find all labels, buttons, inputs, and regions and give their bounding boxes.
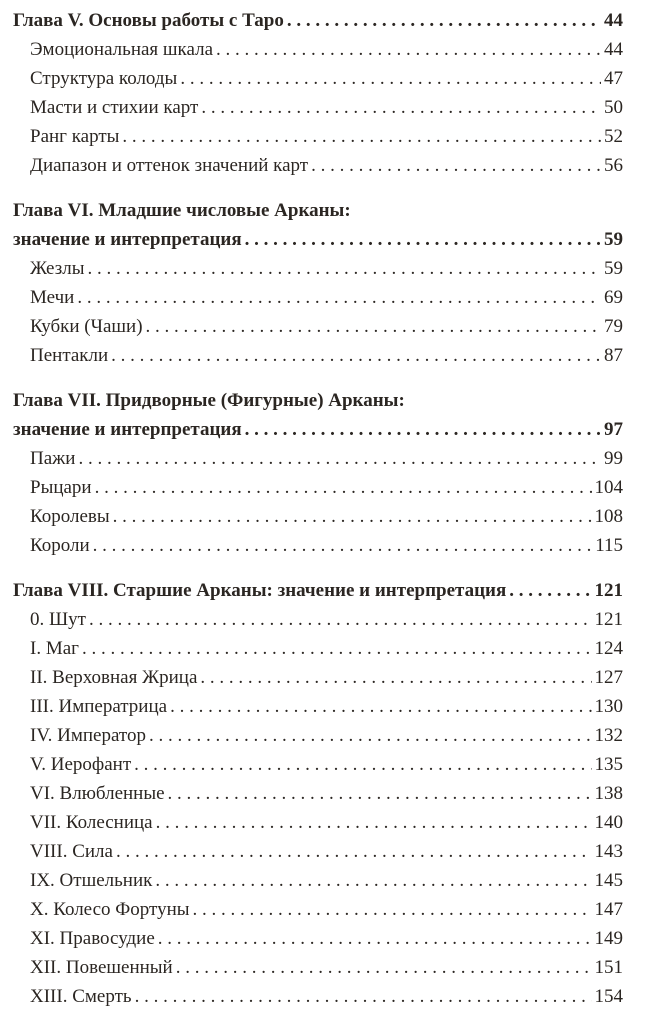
item-title: Рыцари: [30, 477, 92, 498]
item-title: I. Маг: [30, 638, 79, 659]
page-number: 115: [595, 535, 623, 556]
chapter-title: Глава VI. Младшие числовые Арканы:: [13, 200, 351, 221]
toc-item[interactable]: [13, 502, 623, 531]
item-title: Мечи: [30, 287, 75, 308]
toc-item[interactable]: [13, 663, 623, 692]
chapter-v: [13, 6, 623, 180]
section-gap: [13, 560, 623, 576]
dot-leader: [95, 473, 592, 502]
page-number: 52: [604, 126, 623, 147]
dot-leader: [155, 866, 591, 895]
toc-item[interactable]: [13, 779, 623, 808]
item-title: Структура колоды: [30, 68, 178, 89]
chapter-heading[interactable]: [13, 6, 623, 35]
chapter-title: Глава VII. Придворные (Фигурные) Арканы:: [13, 390, 405, 411]
page-number: 87: [604, 345, 623, 366]
toc-item[interactable]: [13, 982, 623, 1011]
item-title: Пентакли: [30, 345, 109, 366]
page-number: 47: [604, 68, 623, 89]
toc-item[interactable]: [13, 692, 623, 721]
item-title: XIII. Смерть: [30, 986, 132, 1007]
chapter-title: Глава VIII. Старшие Арканы: значение и интерпретация: [13, 580, 507, 601]
item-title: 0. Шут: [30, 609, 86, 630]
item-title: Королевы: [30, 506, 110, 527]
item-title: Жезлы: [30, 258, 85, 279]
toc-item[interactable]: [13, 605, 623, 634]
dot-leader: [134, 750, 591, 779]
dot-leader: [77, 283, 601, 312]
page-number: 121: [594, 580, 623, 601]
dot-leader: [93, 531, 593, 560]
page-number: 44: [604, 39, 623, 60]
item-title: Эмоциональная шкала: [30, 39, 213, 60]
item-title: II. Верховная Жрица: [30, 667, 198, 688]
chapter-heading[interactable]: [13, 576, 623, 605]
toc-item[interactable]: [13, 531, 623, 560]
item-title: VII. Колесница: [30, 812, 153, 833]
dot-leader: [245, 225, 601, 254]
dot-leader: [287, 6, 601, 35]
item-title: XII. Повешенный: [30, 957, 173, 978]
dot-leader: [146, 312, 601, 341]
chapter-viii: [13, 576, 623, 1011]
chapter-heading-line2[interactable]: [13, 225, 623, 254]
toc-item[interactable]: [13, 444, 623, 473]
page-number: 149: [594, 928, 623, 949]
dot-leader: [116, 837, 592, 866]
item-title: IX. Отшельник: [30, 870, 153, 891]
item-title: Пажи: [30, 448, 76, 469]
toc-item[interactable]: [13, 924, 623, 953]
item-title: Кубки (Чаши): [30, 316, 143, 337]
page-number: 56: [604, 155, 623, 176]
dot-leader: [156, 808, 592, 837]
page-number: 151: [594, 957, 623, 978]
item-title: XI. Правосудие: [30, 928, 155, 949]
toc-item[interactable]: [13, 151, 623, 180]
page-number: 50: [604, 97, 623, 118]
item-title: VI. Влюбленные: [30, 783, 165, 804]
page-number: 127: [594, 667, 623, 688]
toc-item[interactable]: [13, 895, 623, 924]
page-number: 79: [604, 316, 623, 337]
chapter-title: Глава V. Основы работы с Таро: [13, 10, 284, 31]
page-number: 145: [594, 870, 623, 891]
item-title: V. Иерофант: [30, 754, 132, 775]
dot-leader: [87, 254, 601, 283]
toc-item[interactable]: [13, 866, 623, 895]
section-gap: [13, 180, 623, 196]
dot-leader: [168, 779, 592, 808]
page-number: 147: [594, 899, 623, 920]
page-number: 135: [594, 754, 623, 775]
dot-leader: [158, 924, 592, 953]
dot-leader: [149, 721, 592, 750]
page-number: 140: [594, 812, 623, 833]
toc-item[interactable]: [13, 35, 623, 64]
toc-item[interactable]: [13, 808, 623, 837]
toc-item[interactable]: [13, 254, 623, 283]
table-of-contents: [13, 6, 623, 1011]
chapter-heading-line2[interactable]: [13, 415, 623, 444]
item-title: Масти и стихии карт: [30, 97, 199, 118]
dot-leader: [89, 605, 592, 634]
toc-item[interactable]: [13, 750, 623, 779]
toc-item[interactable]: [13, 341, 623, 370]
page-number: 121: [594, 609, 623, 630]
dot-leader: [176, 953, 592, 982]
dot-leader: [245, 415, 601, 444]
item-title: IV. Император: [30, 725, 146, 746]
dot-leader: [122, 122, 601, 151]
dot-leader: [135, 982, 592, 1011]
item-title: III. Императрица: [30, 696, 168, 717]
toc-item[interactable]: [13, 93, 623, 122]
page-number: 154: [594, 986, 623, 1007]
dot-leader: [201, 93, 601, 122]
toc-item[interactable]: [13, 837, 623, 866]
toc-item[interactable]: [13, 283, 623, 312]
dot-leader: [111, 341, 601, 370]
dot-leader: [82, 634, 592, 663]
dot-leader: [200, 663, 591, 692]
dot-leader: [113, 502, 592, 531]
dot-leader: [170, 692, 591, 721]
page-number: 99: [604, 448, 623, 469]
chapter-vi: [13, 196, 623, 370]
dot-leader: [311, 151, 601, 180]
page-number: 59: [604, 229, 623, 250]
item-title: Ранг карты: [30, 126, 120, 147]
item-title: VIII. Сила: [30, 841, 113, 862]
dot-leader: [193, 895, 592, 924]
toc-item[interactable]: [13, 473, 623, 502]
page-number: 59: [604, 258, 623, 279]
page-number: 138: [594, 783, 623, 804]
page-number: 104: [594, 477, 623, 498]
item-title: Диапазон и оттенок значений карт: [30, 155, 309, 176]
chapter-title-continued: значение и интерпретация: [13, 229, 242, 250]
dot-leader: [509, 576, 591, 605]
dot-leader: [216, 35, 601, 64]
toc-item[interactable]: [13, 312, 623, 341]
page-number: 132: [594, 725, 623, 746]
dot-leader: [78, 444, 601, 473]
page-number: 44: [604, 10, 623, 31]
chapter-vii: [13, 386, 623, 560]
page-number: 143: [594, 841, 623, 862]
page-number: 69: [604, 287, 623, 308]
item-title: Короли: [30, 535, 90, 556]
toc-item[interactable]: [13, 634, 623, 663]
section-gap: [13, 370, 623, 386]
toc-item[interactable]: [13, 721, 623, 750]
chapter-title-continued: значение и интерпретация: [13, 419, 242, 440]
page-number: 124: [594, 638, 623, 659]
page-number: 97: [604, 419, 623, 440]
toc-item[interactable]: [13, 64, 623, 93]
toc-item[interactable]: [13, 122, 623, 151]
dot-leader: [180, 64, 601, 93]
toc-item[interactable]: [13, 953, 623, 982]
item-title: X. Колесо Фортуны: [30, 899, 190, 920]
page-number: 130: [594, 696, 623, 717]
page-number: 108: [594, 506, 623, 527]
chapter-heading-line1[interactable]: [13, 386, 623, 415]
chapter-heading-line1[interactable]: [13, 196, 623, 225]
